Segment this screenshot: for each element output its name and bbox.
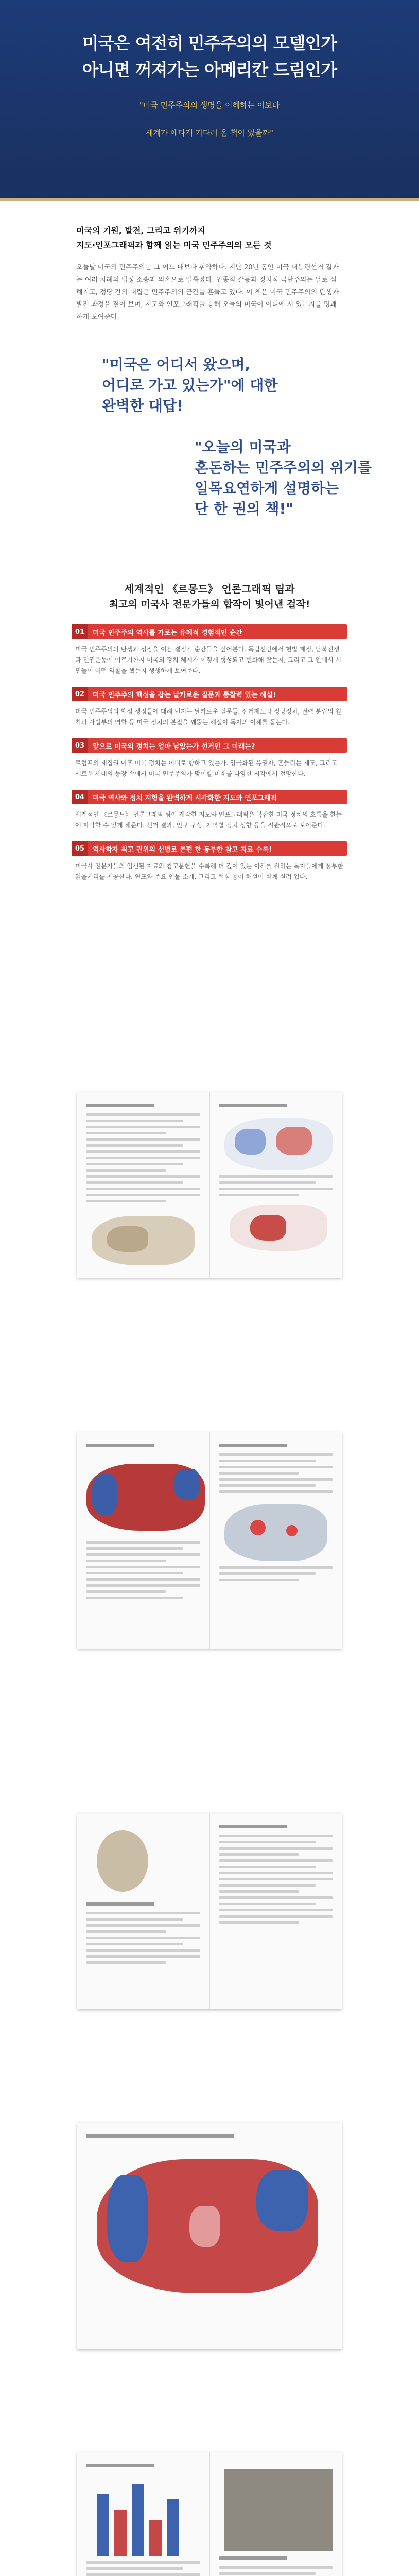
spread-page-right — [210, 1814, 342, 2009]
praise-item-header — [72, 790, 347, 804]
spread-page-left — [77, 1092, 210, 1278]
praise-item — [72, 738, 347, 779]
county-map-image — [86, 2144, 333, 2314]
praise-item — [72, 624, 347, 676]
big-quote-1-line-3: 완벽한 대답! — [102, 397, 183, 414]
hero-quote-1: "미국 민주주의의 생명을 이해하는 이보다 — [139, 100, 280, 110]
big-quote-2-line-3: 일목요연하게 설명하는 — [195, 480, 339, 497]
praise-item — [72, 687, 347, 728]
big-quote-section — [0, 324, 419, 576]
hero-banner — [0, 0, 419, 201]
hero-headline-1: 미국은 여전히 민주주의의 모델인가 — [82, 33, 337, 53]
portrait-image — [86, 1825, 200, 1902]
electoral-map-image — [219, 1113, 333, 1175]
praise-item-header — [72, 687, 347, 701]
intro-section — [0, 201, 419, 324]
praise-item-heading: 미국 민주주의 역사를 가로는 유례적 경험적인 순간 — [93, 629, 242, 637]
praise-title: 세계적인 《르몽드》 언론그래픽 팀과 — [124, 583, 295, 595]
praise-item-text: 트럼프의 재집권 이후 미국 정치는 어디로 향하고 있는가. 양극화된 유권자, 흔들리는 제도, 그리고 새로운 세대의 등장 속에서 미국 민주주의가 맞이할 미래를 다양한 시각에서 전망한다. — [75, 759, 338, 777]
big-quote-1-line-2: 어디로 가고 있는가"에 대한 — [102, 377, 278, 394]
praise-item-number: 01 — [72, 624, 88, 639]
spread-page-right — [210, 1432, 342, 1649]
red-blue-map-image — [86, 1453, 200, 1541]
intro-body: 오늘날 미국의 민주주의는 그 어느 때보다 취약하다. 지난 20년 동안 미국 대통령선거 결과는 여러 차례의 법정 소송과 의혹으로 얼룩졌다. 인종적 갈등과 정치적 극단주의는 날로 심해지고, 정당 간의 대립은 민주주의의 근간을 흔들고 있다. 이 책은 미국 민주주의의 탄생과 발전 과정을 짚어 보며, 지도와 인포그래픽을 통해 오늘의 미국이 어디에 서 있는지를 명쾌하게 보여준다. — [76, 264, 339, 321]
praise-item-header — [72, 841, 347, 856]
praise-item-heading: 역사학자 최고 권위의 선별로 본편 한 동부한 참고 자료 수록! — [93, 845, 272, 854]
book-spread-3 — [77, 1814, 342, 2009]
hero-divider — [0, 198, 419, 201]
bar-chart-image — [86, 2473, 200, 2561]
hero-headline-2: 아니면 꺼져가는 아메리칸 드림인가 — [82, 60, 337, 80]
spread-page-right — [210, 2452, 342, 2576]
spread-page-left — [77, 1814, 210, 2009]
praise-item-header — [72, 738, 347, 753]
spread-page-left — [77, 1432, 210, 1649]
praise-item-heading: 미국 민주주의 핵심을 잡는 날카로운 질문과 통찰력 있는 해설! — [93, 691, 276, 699]
spread-page-right — [210, 1092, 342, 1278]
book-spread-1 — [77, 1092, 342, 1278]
praise-item-number: 03 — [72, 738, 88, 753]
praise-item-heading: 미국 역사와 정치 지형을 완벽하게 시각화한 지도와 인포그래픽 — [93, 794, 277, 802]
praise-item-text: 세계적인 《르몽드》 언론그래픽 팀이 제작한 지도와 인포그래픽은 복잡한 미국 정치의 흐름을 한눈에 파악할 수 있게 해준다. 선거 결과, 인구 구성, 지역별 정치 성향 등을 직관적으로 보여준다. — [75, 811, 342, 829]
historic-map-image — [86, 1213, 200, 1269]
spread-page-full — [77, 2123, 342, 2349]
intro-lead-2: 지도·인포그래픽과 함께 읽는 미국 민주주의의 모든 것 — [76, 240, 272, 250]
big-quote-1-line-1: "미국은 어디서 왔으며, — [102, 356, 251, 373]
praise-item-number: 04 — [72, 790, 88, 804]
big-quote-2-line-2: 혼돈하는 민주주의의 위기를 — [195, 459, 372, 476]
praise-item-text: 미국 민주주의의 핵심 쟁점들에 대해 던지는 날카로운 질문들. 선거제도와 정당정치, 권력 분립의 원칙과 사법부의 역할 등 미국 정치의 본질을 꿰뚫는 해설이 독자의 이해를 돕는다. — [75, 708, 342, 726]
photo-image — [219, 2464, 333, 2556]
praise-item-heading: 앞으로 미국의 정치는 얼마 남았는가 선거인 그 미래는? — [93, 742, 255, 751]
praise-item-text: 미국사 전문가들의 엄선된 자료와 참고문헌을 수록해 더 깊이 있는 이해를 원하는 독자들에게 풍부한 읽을거리를 제공한다. 연표와 주요 인물 소개, 그리고 핵심 용어 해설이 함께 실려 있다. — [75, 862, 344, 880]
book-spread-5 — [77, 2452, 342, 2576]
intro-lead-1: 미국의 기원, 발전, 그리고 위기까지 — [76, 226, 205, 235]
chart-image — [219, 1201, 333, 1258]
book-spread-2 — [77, 1432, 342, 1649]
praise-item-number: 02 — [72, 687, 88, 701]
praise-subtitle: 최고의 미국사 전문가들의 합작이 빛어낸 걸작! — [109, 599, 310, 610]
big-quote-2-line-1: "오늘의 미국과 — [195, 438, 291, 455]
hero-quote-2: 세계가 애타게 기다려 온 책이 있을까" — [145, 128, 274, 138]
praise-section — [0, 576, 419, 883]
praise-item — [72, 790, 347, 831]
praise-item — [72, 841, 347, 883]
big-quote-2-line-4: 단 한 권의 책!" — [195, 500, 293, 517]
book-spread-4 — [77, 2123, 342, 2349]
praise-item-header — [72, 624, 347, 639]
population-map-image — [219, 1499, 333, 1566]
praise-item-text: 미국 민주주의의 탄생과 성장을 이끈 결정적 순간들을 짚어본다. 독립선언에서 헌법 제정, 남북전쟁과 민권운동에 이르기까지 미국의 정치 체제가 어떻게 형성되고 변화해 왔는지, 그리고 그 안에서 시민들이 어떤 역할을 했는지 생생하게 보여준다. — [75, 646, 342, 674]
spread-page-left — [77, 2452, 210, 2576]
praise-item-number: 05 — [72, 841, 88, 856]
